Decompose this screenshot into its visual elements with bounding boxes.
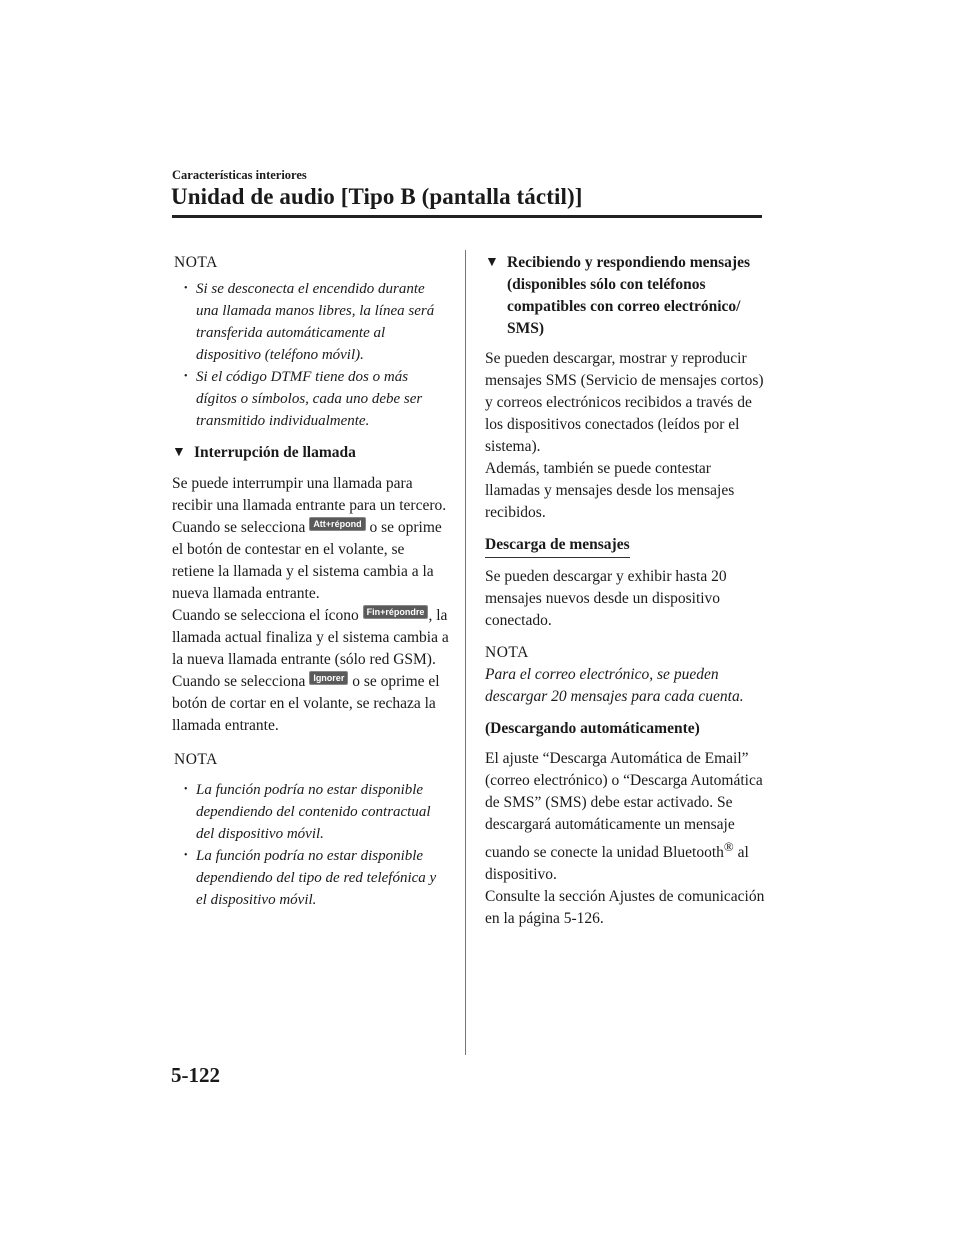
- title-rule: [172, 215, 762, 218]
- note-label: NOTA: [485, 644, 529, 661]
- paragraph: El ajuste “Descarga Automática de Email” (correo electrónico) o “Descarga Automática de SMS” (SMS) debe estar activado. Se descargará automáticamente un mensaje cuando se conecte la unidad Bluetooth® al dispositivo.: [485, 750, 763, 884]
- paragraph: Consulte la sección Ajustes de comunicación en la página 5-126.: [485, 888, 765, 928]
- note-item: • La función podría no estar disponible dependiendo del tipo de red telefónica y el dispositivo móvil.: [184, 845, 450, 911]
- interruption-heading: ▼ Interrupción de llamada: [172, 442, 450, 464]
- note-item: • Si se desconecta el encendido durante una llamada manos libres, la línea será transferida automáticamente al dispositivo (teléfono móvil).: [184, 278, 450, 366]
- messages-heading: ▼ Recibiendo y respondiendo mensajes (disponibles sólo con teléfonos compatibles con correo electrónico/ SMS): [485, 254, 750, 337]
- download-subheading: Descarga de mensajes: [485, 534, 630, 558]
- paragraph: Además, también se puede contestar llamadas y mensajes desde los mensajes recibidos.: [485, 460, 735, 521]
- paragraph: Cuando se selecciona el ícono Fin+répondre , la llamada actual finaliza y el sistema cambia a la nueva llamada entrante (sólo red GSM).: [172, 607, 449, 668]
- paragraph: Cuando se selecciona Ignorer o se oprime el botón de cortar en el volante, se rechaza la llamada entrante.: [172, 673, 440, 734]
- page-number: 5-122: [171, 1063, 220, 1087]
- column-divider: [465, 250, 466, 1055]
- page-title: Unidad de audio [Tipo B (pantalla táctil)]: [171, 184, 583, 209]
- right-column: [485, 252, 765, 930]
- paragraph: Se pueden descargar y exhibir hasta 20 mensajes nuevos desde un dispositivo conectado.: [485, 568, 727, 629]
- note-item: • Si el código DTMF tiene dos o más dígitos o símbolos, cada uno debe ser transmitido individualmente.: [184, 366, 450, 432]
- att-repond-button-icon: Att+répond: [309, 517, 365, 531]
- note-label: NOTA: [174, 751, 218, 768]
- ignorer-button-icon: Ignorer: [309, 671, 348, 685]
- section-label: Características interiores: [172, 168, 307, 182]
- left-column: [172, 252, 450, 911]
- triangle-down-icon: ▼: [172, 445, 186, 460]
- note-list: [184, 779, 450, 911]
- paragraph: Se pueden descargar, mostrar y reproducir mensajes SMS (Servicio de mensajes cortos) y correos electrónicos recibidos a través de los dispositivos conectados (leídos por el sistema).: [485, 350, 764, 455]
- note-label: NOTA: [174, 254, 218, 271]
- paragraph: Cuando se selecciona Att+répond o se oprime el botón de contestar en el volante, se retiene la llamada y el sistema cambia a la nueva llamada entrante.: [172, 519, 442, 602]
- paragraph: Se puede interrumpir una llamada para recibir una llamada entrante para un tercero.: [172, 475, 447, 514]
- note-list: [184, 278, 450, 432]
- download-subheading-wrap: [485, 534, 765, 558]
- fin-repondre-button-icon: Fin+répondre: [363, 605, 429, 619]
- note-item: • La función podría no estar disponible dependiendo del contenido contractual del dispositivo móvil.: [184, 779, 450, 845]
- registered-mark: ®: [723, 839, 734, 854]
- note-text: Para el correo electrónico, se pueden descargar 20 mensajes para cada cuenta.: [485, 666, 744, 705]
- triangle-down-icon: ▼: [485, 255, 499, 270]
- auto-download-heading: (Descargando automáticamente): [485, 720, 700, 737]
